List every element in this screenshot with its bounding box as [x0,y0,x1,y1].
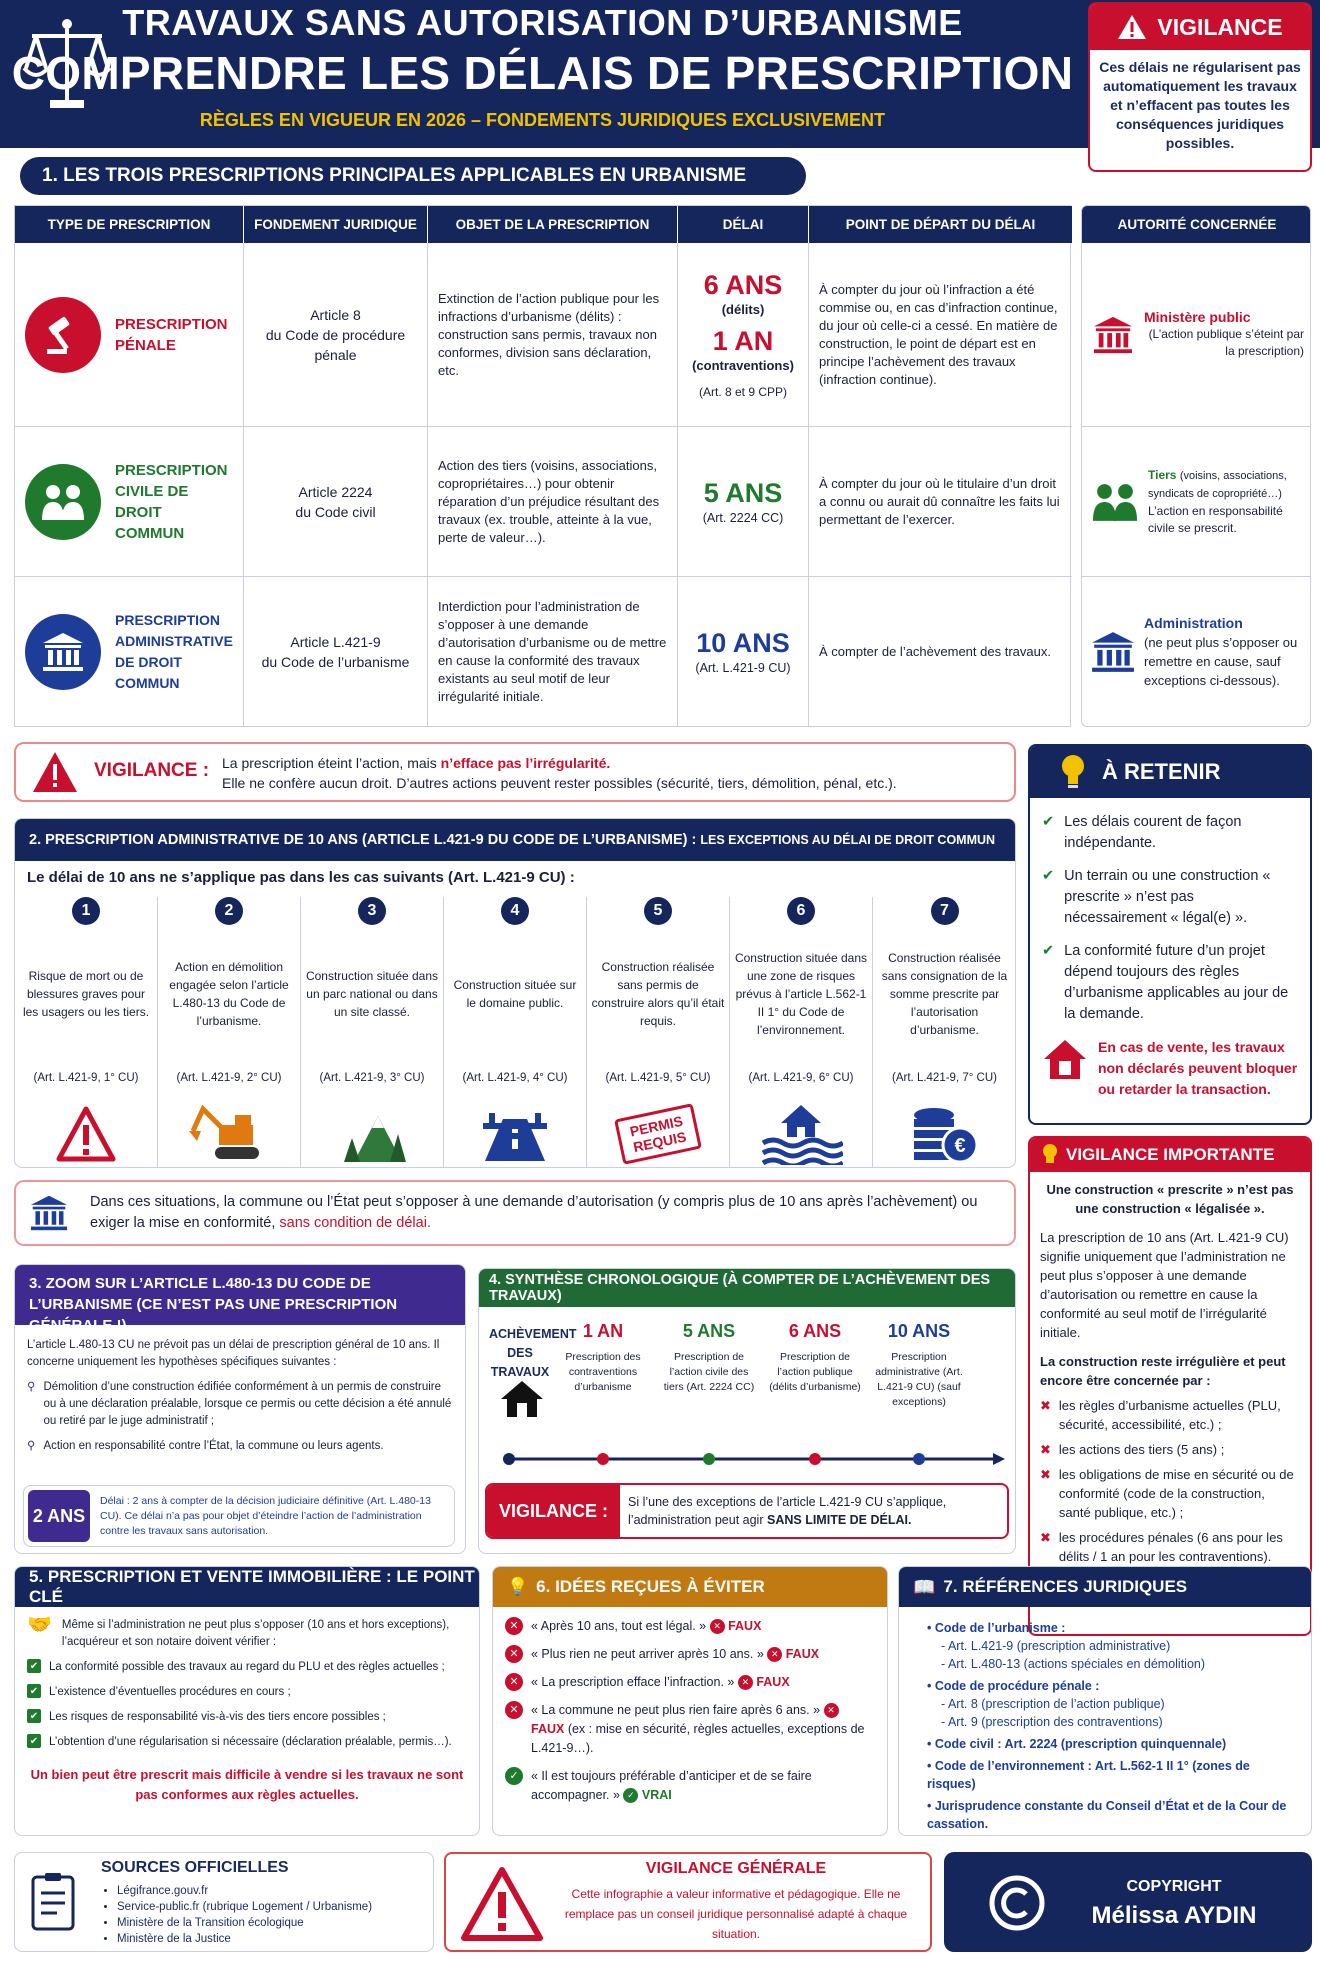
section-5-item [27,1659,467,1676]
checkbox-icon: ✔ [27,1734,41,1748]
copyright-label: COPYRIGHT [1126,1878,1222,1895]
timeline-step-text: Prescription des contraventions d’urbanisme [565,1351,641,1393]
title-line-1: TRAVAUX SANS AUTORISATION D’URBANISME [122,2,963,43]
note-text-a: Dans ces situations, la commune ou l’État peut s’opposer à une demande d’autorisation (y compris plus de 10 ans après l’achèvement) [90,1194,958,1210]
timeline-step [767,1321,863,1395]
section-3-item [27,1438,453,1455]
reference-item: - Art. L.421-9 (prescription administrative) [941,1639,1171,1653]
cross-icon: ✕ [710,1619,725,1634]
section-5 [14,1566,480,1836]
exception-text: Construction située dans une zone de risques prévus à l’article L.562-1 II 1° du Code de l’environnement. [734,951,868,1037]
vigilance-bar-text-b: n’efface pas l’irrégularité. [440,755,611,771]
vigilance-bar-text [222,753,1012,793]
source-link[interactable]: • Légifrance.gouv.fr [117,1883,372,1899]
misconception-text: « Plus rien ne peut arriver après 10 ans. » [531,1647,768,1661]
misconception-item [505,1701,875,1758]
row-1-delay-2: 1 AN [712,325,774,356]
misconception-item [505,1645,875,1664]
note-text [90,1192,1010,1234]
timeline-step [871,1321,967,1410]
section-7-header [899,1567,1311,1607]
row-1-delay-2-sub: (contraventions) [692,357,794,373]
section-2-title-small: LES EXCEPTIONS AU DÉLAI DE DROIT COMMUN [700,833,996,847]
row-1-object: Extinction de l’action publique pour les infractions d’urbanisme (délits) : construction sans permis, travaux non conformes, division sans déclaration, etc. [428,243,678,427]
section-7-title: 7. RÉFÉRENCES JURIDIQUES [943,1577,1188,1596]
vigilance-generale-box [444,1852,932,1952]
note-box [14,1180,1016,1246]
people-icon [25,464,101,540]
row-3-type-l1: PRESCRIPTION [115,612,221,628]
coins-euro-icon [873,1099,1016,1168]
section-5-item [27,1709,467,1726]
section-5-item-text: Les risques de responsabilité vis-à-vis des tiers encore possibles ; [49,1711,386,1723]
row-2-delay-sub: (Art. 2224 CC) [702,510,784,525]
section-4-vigilance [485,1483,1009,1539]
section-6-header [493,1567,887,1607]
section-1-title: 1. LES TROIS PRESCRIPTIONS PRINCIPALES APPLICABLES EN URBANISME [20,157,806,195]
good-practice-text: « Il est toujours préférable d’anticiper et de se faire accompagner. » [531,1769,812,1802]
exception-number: 5 [644,897,672,925]
vigilance-box-header [1090,4,1310,50]
row-3-basis [244,577,428,727]
check-icon: ✔ [1042,868,1055,884]
section-5-item-text: L’obtention d’une régularisation si nécessaire (déclaration préalable, permis…). [49,1736,452,1748]
row-2-start: À compter du jour où le titulaire d’un droit a connu ou aurait dû connaître les faits lui permettant de l’exercer. [809,427,1072,577]
row-1-delay-1-sub: (délits) [721,301,765,317]
note-text-c: sans condition de délai. [279,1215,431,1231]
vigilance-bar-text-c: Elle ne confère aucun droit. D’autres actions peuvent rester possibles (sécurité, tiers, démolition, pénal, etc.). [222,775,897,791]
timeline-dot [597,1453,609,1465]
a-retenir-title: À RETENIR [1102,759,1221,784]
exception-ref: (Art. L.421-9, 6° CU) [748,1072,854,1084]
vigilance-box-title: VIGILANCE [1157,13,1283,40]
row-2-type-l3: COMMUN [115,524,185,542]
row-3-basis-l1: Article L.421-9 [290,634,381,650]
reference-heading: • Jurisprudence constante du Conseil d’État et de la Cour de cassation. [927,1799,1287,1831]
row-2-basis [244,427,428,577]
vigilance-item-text: les actions des tiers (5 ans) ; [1058,1442,1225,1457]
timeline-dot [703,1453,715,1465]
check-icon: ✓ [623,1788,638,1803]
vigilance-bar-text-a: La prescription éteint l’action, mais [222,755,437,771]
exception-item [587,897,730,1167]
exception-number: 4 [501,897,529,925]
timeline-step-label: 10 ANS [887,1321,951,1341]
row-1-delay [678,243,809,427]
house-icon [499,1379,545,1419]
two-years-badge: 2 ANS [28,1490,90,1542]
exception-item [15,897,158,1167]
svg-text:€: € [953,1135,966,1157]
road-icon [444,1099,586,1168]
reference-item: - Art. 9 (prescription des contraventions) [941,1715,1163,1729]
exception-item [444,897,587,1167]
handshake-icon: 🤝 [27,1614,52,1636]
title-line-2: COMPRENDRE LES DÉLAIS DE PRESCRIPTION [11,47,1074,99]
exception-number: 2 [215,897,243,925]
warning-triangle-icon [460,1866,544,1942]
a-retenir-panel [1028,744,1312,1125]
table-header-delay: DÉLAI [678,206,809,243]
verdict-false: FAUX [785,1647,820,1661]
exception-ref: (Art. L.421-9, 2° CU) [176,1072,282,1084]
section-2 [14,818,1016,1168]
cross-icon: ✖ [1040,1442,1051,1457]
reference-item: - Art. L.480-13 (actions spéciales en démolition) [941,1657,1206,1671]
authority-penal-text: (L’action publique s’éteint par la prescription) [1148,327,1304,358]
timeline-step-text: Prescription de l’action civile des tiers (Art. 2224 CC) [663,1351,755,1393]
exception-item [158,897,301,1167]
exception-ref: (Art. L.421-9, 5° CU) [605,1072,711,1084]
cross-icon: ✕ [824,1703,839,1718]
section-5-item-text: L’existence d’éventuelles procédures en cours ; [49,1686,291,1698]
reference-heading: • Code de l’urbanisme : [927,1621,1066,1635]
vigilance-item-text: les règles d’urbanisme actuelles (PLU, sécurité, accessibilité, etc.) ; [1058,1398,1281,1432]
table-header-start: POINT DE DÉPART DU DÉLAI [809,206,1072,243]
section-6 [492,1566,888,1836]
retenir-item [1042,941,1298,1025]
section-3-badge-row [23,1485,455,1547]
exception-text: Action en démolition engagée selon l’article L.480-13 du Code de l’urbanisme. [169,960,289,1028]
excavator-icon [158,1099,300,1168]
section-3-item [27,1379,453,1430]
row-3-basis-l2: du Code de l’urbanisme [261,654,410,670]
retenir-item [1042,866,1298,929]
mountain-trees-icon [301,1099,443,1168]
people-icon [1090,481,1140,523]
retenir-item [1042,812,1298,854]
reference-heading: • Code civil : Art. 2224 (prescription quinquennale) [927,1737,1227,1751]
clipboard-icon [29,1871,81,1933]
section-5-item [27,1684,467,1701]
retenir-warning-text: En cas de vente, les travaux non déclarés peuvent bloquer ou retarder la transaction. [1098,1039,1298,1097]
table-header-type: TYPE DE PRESCRIPTION [15,206,244,243]
cross-icon: ✖ [1040,1467,1051,1482]
section-2-header [15,819,1015,861]
magnifier-icon: ⚲ [27,1440,36,1452]
vigilance-importante-lead: Une construction « prescrite » n’est pas une construction « légalisée ». [1046,1182,1294,1216]
vigilance-generale-title: VIGILANCE GÉNÉRALE [645,1860,827,1877]
timeline-step-text: Prescription de l’action publique (délits d’urbanisme) [769,1351,861,1393]
row-2-object: Action des tiers (voisins, associations, copropriétaires…) pour obtenir réparation d’un préjudice résultant des travaux (ex. trouble, atteinte à la vue, perte de valeur…). [428,427,678,577]
cross-icon: ✕ [505,1701,523,1719]
prescriptions-table [14,205,1071,727]
row-1-type-l1: PRESCRIPTION [115,315,228,333]
subtitle: RÈGLES EN VIGUEUR EN 2026 – FONDEMENTS JURIDIQUES EXCLUSIVEMENT [199,110,886,130]
cross-icon: ✕ [767,1647,782,1662]
sources-title: SOURCES OFFICIELLES [101,1859,289,1876]
timeline-dot [913,1453,925,1465]
exception-text: Risque de mort ou de blessures graves pour les usagers ou les tiers. [22,969,150,1019]
law-book-icon: 📖 [913,1576,936,1597]
section-7 [898,1566,1312,1836]
row-3-delay-1: 10 ANS [696,628,790,658]
checkbox-icon: ✔ [27,1659,41,1673]
copyright-box [944,1852,1312,1952]
government-building-icon [28,1194,70,1232]
authority-civil [1082,427,1311,577]
section-4-vigilance-text-a: Si l’une des exceptions de l’article L.421-9 CU s’applique, l’administration peut agir [628,1495,947,1527]
warning-triangle-icon [32,750,78,794]
two-years-text: Délai : 2 ans à compter de la décision judiciaire définitive (Art. L.480-13 CU). Ce délai n’a pas pour objet d’éteindre l’action de l’administration contre les travaux sans autorisation. [100,1494,431,1537]
exception-text: Construction située sur le domaine public. [453,978,577,1010]
row-2-delay-1: 5 ANS [703,477,783,508]
cross-icon: ✕ [505,1673,523,1691]
timeline-step [555,1321,651,1395]
timeline-step-label: 6 ANS [788,1321,842,1341]
section-5-intro: Même si l’administration ne peut plus s’opposer (10 ans et hors exceptions), l’acquéreur et son notaire doivent vérifier : [61,1619,450,1648]
timeline-dot [809,1453,821,1465]
retenir-warning [1042,1037,1298,1100]
warning-triangle-icon [1117,13,1147,41]
authority-admin [1082,577,1311,727]
stamp-icon [587,1099,729,1168]
reference-heading: • Code de l’environnement : Art. L.562-1 II 1° (zones de risques) [927,1759,1250,1791]
vigilance-importante-header [1030,1138,1310,1172]
copyright-name: Mélissa AYDIN [1091,1902,1257,1929]
authority-civil-extra: (voisins, associations, syndicats de copropriété…) [1148,469,1287,500]
row-2-type-l2: CIVILE DE DROIT [115,482,189,521]
vigilance-importante-para2: La construction reste irrégulière et peut encore être concernée par : [1040,1354,1286,1388]
cross-icon: ✕ [505,1645,523,1663]
exception-item [730,897,873,1167]
vigilance-importante-title: VIGILANCE IMPORTANTE [1066,1145,1275,1164]
section-3-item-text: Démolition d’une construction édifiée conformément à un permis de construire ou à une déclaration préalable, lorsque ce permis ou cette décision a été annulé ou retiré par le juge administratif ; [43,1381,452,1427]
misconception-text: « La commune ne peut plus rien faire après 6 ans. » [531,1703,824,1717]
row-1-delay-1: 6 ANS [703,269,783,300]
section-4-vigilance-text-b: SANS LIMITE DE DÉLAI. [767,1513,912,1527]
vigilance-importante-panel [1028,1136,1312,1636]
row-1-basis [244,243,428,427]
cross-icon: ✕ [505,1617,523,1635]
section-6-title: 6. IDÉES REÇUES À ÉVITER [536,1577,765,1596]
timeline-arrow [499,1452,1009,1466]
exception-text: Construction réalisée sans consignation de la somme prescrite par l’autorisation d’urbanisme. [881,951,1008,1037]
verdict-true: VRAI [641,1788,672,1802]
exception-number: 6 [787,897,815,925]
authority-penal [1082,243,1311,427]
exception-ref: (Art. L.421-9, 4° CU) [462,1072,568,1084]
timeline-step [661,1321,757,1395]
cross-icon: ✕ [738,1675,753,1690]
section-4-vigilance-label: VIGILANCE : [487,1485,620,1537]
timeline-step-label: 5 ANS [682,1321,736,1341]
vigilance-item [1040,1528,1300,1566]
section-5-item-text: La conformité possible des travaux au regard du PLU et des règles actuelles ; [49,1661,445,1673]
table-row-civil-type [15,427,244,577]
row-2-basis-l1: Article 2224 [298,483,373,500]
section-5-title: 5. PRESCRIPTION ET VENTE IMMOBILIÈRE : LE POINT CLÉ [15,1567,479,1607]
timeline-step-label: 1 AN [582,1321,624,1341]
house-warning-icon [1042,1037,1088,1081]
timeline-step-text: Prescription administrative (Art. L.421-9 CU) (sauf exceptions) [875,1351,963,1408]
reference-heading: • Code de procédure pénale : [927,1679,1100,1693]
vigilance-generale-text: Cette infographie a valeur informative et pédagogique. Elle ne remplace pas un conseil juridique personnalisé adapté à chaque situation. [564,1887,908,1941]
section-3 [14,1264,466,1554]
exception-item [301,897,444,1167]
row-1-basis-l1: Article 8 [310,306,361,323]
vigilance-bar-label: VIGILANCE : [94,760,210,781]
copyright-icon [988,1874,1046,1932]
check-icon: ✓ [505,1767,523,1785]
section-2-title: 2. PRESCRIPTION ADMINISTRATIVE DE 10 ANS (ARTICLE L.421-9 DU CODE DE L’URBANISME) : [29,832,697,848]
exception-number: 1 [72,897,100,925]
section-5-warning: Un bien peut être prescrit mais difficile à vendre si les travaux ne sont pas conformes aux règles actuelles. [30,1767,464,1802]
lightbulb-icon [1060,754,1086,790]
row-3-type-l2: ADMINISTRATIVE [115,633,233,649]
sources-box [14,1852,434,1952]
authority-civil-title: Tiers [1148,467,1177,482]
vigilance-item [1040,1396,1300,1434]
source-item: • Ministère de la Justice [117,1931,372,1947]
exception-text: Construction réalisée sans permis de construire alors qu’il était requis. [591,960,725,1028]
permis-requis-stamp: PERMIS REQUIS [614,1103,702,1165]
retenir-item-text: Un terrain ou une construction « prescrite » n’est pas nécessairement « légal(e) ». [1064,868,1271,926]
section-3-intro: L’article L.480-13 CU ne prévoit pas un délai de prescription général de 10 ans. Il concerne uniquement les hypothèses spécifiques suivantes : [27,1339,440,1368]
retenir-item-text: La conformité future d’un projet dépend toujours des règles d’urbanisme applicables au jour de la demande. [1064,943,1289,1022]
note-text-b: ou exiger la mise en conformité, [90,1194,978,1231]
magnifier-icon: ⚲ [27,1381,36,1393]
table-row-penal-type [15,243,244,427]
check-icon: ✔ [1042,943,1055,959]
row-1-start: À compter du jour où l’infraction a été commise ou, en cas d’infraction continue, du jour où celle-ci a cessé. En matière de construction, le point de départ est en principe l’achèvement des travaux (infraction continue). [809,243,1072,427]
check-icon: ✔ [1042,814,1055,830]
row-2-basis-l2: du Code civil [295,503,376,520]
authority-civil-text: L’action en responsabilité civile se prescrit. [1148,503,1283,535]
government-building-icon [1090,630,1136,674]
authority-admin-text: (ne peut plus s’opposer ou remettre en cause, sauf exceptions ci-dessous). [1144,635,1298,688]
authority-penal-title: Ministère public [1144,309,1251,325]
exception-ref: (Art. L.421-9, 3° CU) [319,1072,425,1084]
row-3-type-l3: DE DROIT COMMUN [115,654,182,691]
source-link[interactable]: • Service-public.fr (rubrique Logement / Urbanisme) [117,1899,372,1915]
exception-ref: (Art. L.421-9, 1° CU) [33,1072,139,1084]
row-1-type-l2: PÉNALE [115,336,176,354]
exception-text: Construction située dans un parc national ou dans un site classé. [305,969,439,1019]
checkbox-icon: ✔ [27,1684,41,1698]
vigilance-item [1040,1440,1300,1459]
cross-icon: ✖ [1040,1530,1051,1545]
reference-item: - Art. 8 (prescription de l’action publique) [941,1697,1165,1711]
misconception-text: « Après 10 ans, tout est légal. » [531,1619,710,1633]
section-3-title: 3. ZOOM SUR L’ARTICLE L.480-13 DU CODE DE L’URBANISME (CE N’EST PAS UNE PRESCRIPTION GÉNÉRALE !) [15,1265,465,1325]
references-list [899,1607,1311,1833]
verdict-false: FAUX [531,1722,565,1736]
table-row-admin-type [15,577,244,727]
exception-ref: (Art. L.421-9, 7° CU) [892,1072,997,1084]
verdict-false: FAUX [756,1675,790,1689]
row-3-object: Interdiction pour l’administration de s’opposer à une demande d’autorisation d’urbanisme ou de mettre en cause la conformité des travaux existants au seul motif de leur irrégularité initiale. [428,577,678,727]
table-header-object: OBJET DE LA PRESCRIPTION [428,206,678,243]
courthouse-icon [1090,315,1136,355]
vigilance-box [1088,2,1312,172]
vigilance-box-text: Ces délais ne régularisent pas automatiquement les travaux et n’effacent pas toutes les conséquences juridiques possibles. [1099,59,1301,151]
exception-number: 3 [358,897,386,925]
authority-column [1081,205,1311,727]
sources-list [117,1883,372,1947]
row-2-type-l1: PRESCRIPTION [115,461,228,479]
retenir-item-text: Les délais courent de façon indépendante. [1064,814,1242,851]
misconceptions-list [493,1607,887,1805]
section-4-title: 4. SYNTHÈSE CHRONOLOGIQUE (À COMPTER DE L’ACHÈVEMENT DES TRAVAUX) [479,1269,1015,1307]
section-5-item [27,1734,467,1751]
vigilance-item [1040,1465,1300,1522]
good-practice-item [505,1767,875,1805]
gavel-icon [25,297,101,373]
flood-house-icon [730,1099,872,1168]
row-1-basis-l2: du Code de procédure pénale [265,326,406,363]
misconception-item [505,1617,875,1636]
timeline-start-label: ACHÈVEMENT DES TRAVAUX [489,1327,577,1379]
vigilance-bar [14,742,1016,802]
verdict-false: FAUX [728,1619,762,1633]
source-item: • Ministère de la Transition écologique [117,1915,372,1931]
misconception-item [505,1673,875,1692]
section-2-intro: Le délai de 10 ans ne s’applique pas dans les cas suivants (Art. L.421-9 CU) : [27,869,575,886]
section-3-item-text: Action en responsabilité contre l’État, la commune ou leurs agents. [43,1440,384,1452]
authority-admin-title: Administration [1144,615,1243,631]
row-3-delay [678,577,809,727]
row-3-start: À compter de l’achèvement des travaux. [819,644,1051,659]
cross-icon: ✖ [1040,1398,1051,1413]
misconception-text: « La prescription efface l’infraction. » [531,1675,738,1689]
government-building-icon [25,614,101,690]
section-4 [478,1268,1016,1554]
exception-item [873,897,1016,1167]
authority-header: AUTORITÉ CONCERNÉE [1082,206,1311,243]
checkbox-icon: ✔ [27,1709,41,1723]
vigilance-importante-para: La prescription de 10 ans (Art. L.421-9 CU) signifie uniquement que l’administration ne peut plus s’opposer à une demande d’autorisation ou remettre en cause la conformité au seul motif de l’irrégularité initiale. [1040,1230,1289,1340]
lightbulb-icon: 💡 [507,1577,529,1596]
lightbulb-icon [1042,1144,1058,1166]
row-3-delay-sub: (Art. L.421-9 CU) [695,661,791,675]
vigilance-item-text: les obligations de mise en sécurité ou de conformité (code de la construction, santé publique, etc.) ; [1058,1467,1294,1520]
exception-number: 7 [931,897,959,925]
a-retenir-header [1030,746,1310,798]
warning-triangle-icon [15,1099,157,1168]
table-header-basis: FONDEMENT JURIDIQUE [244,206,428,243]
row-2-delay [678,427,809,577]
misconception-extra: (ex : mise en sécurité, règles actuelles, exceptions de L.421-9…). [531,1722,865,1755]
row-1-delay-ref: (Art. 8 et 9 CPP) [698,384,788,399]
vigilance-item-text: les procédures pénales (6 ans pour les délits / 1 an pour les contraventions). [1058,1530,1283,1564]
